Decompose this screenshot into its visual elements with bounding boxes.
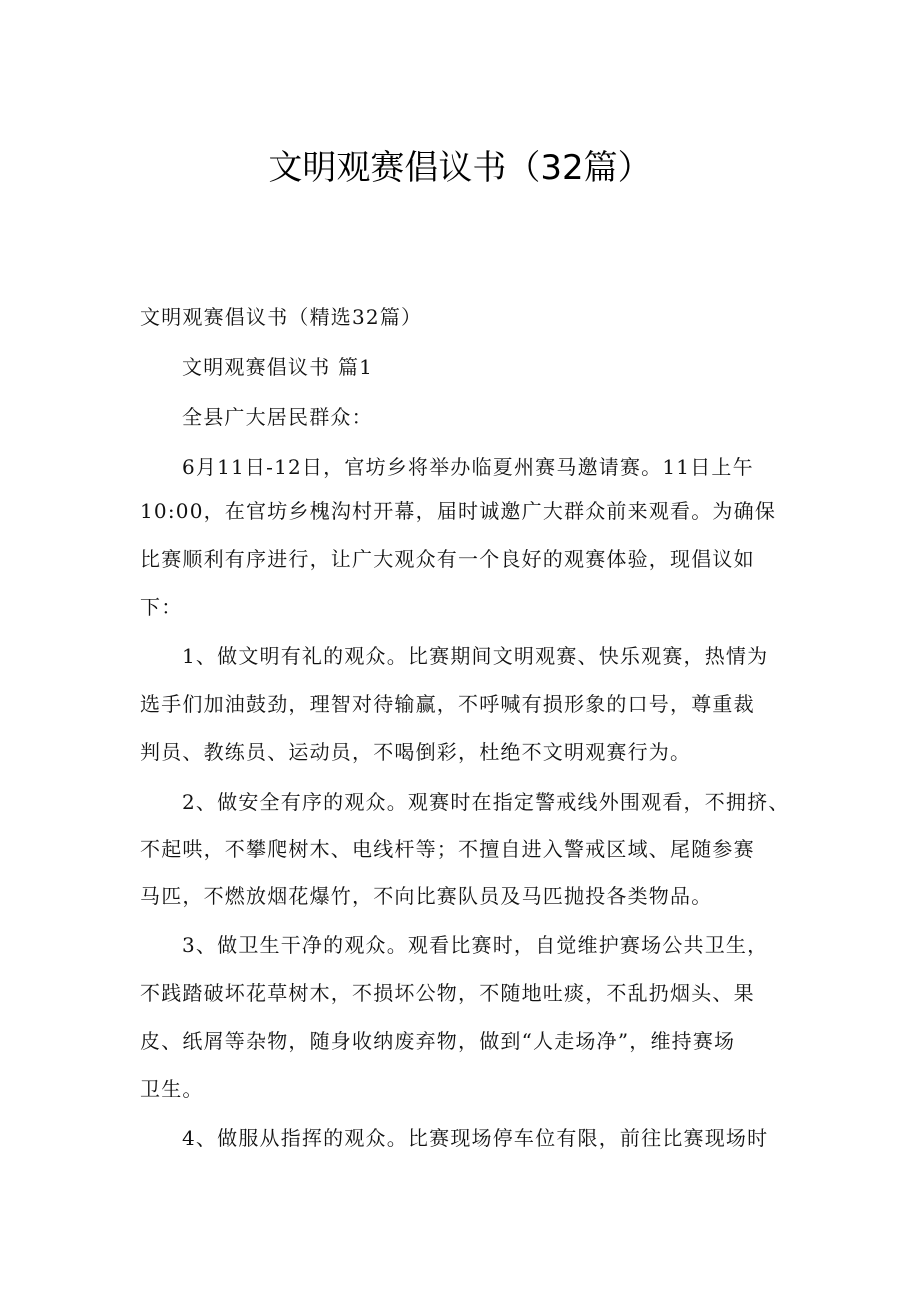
salutation: 全县广大居民群众： [182,405,373,429]
document-subtitle: 文明观赛倡议书（精选32篇） [140,305,423,329]
paragraph-line: 不起哄，不攀爬树木、电线杆等；不擅自进入警戒区域、尾随参赛 [140,837,755,861]
paragraph-line: 10:00，在官坊乡槐沟村开幕，届时诚邀广大群众前来观看。为确保 [140,499,777,523]
paragraph-line: 2、做安全有序的观众。观赛时在指定警戒线外围观看，不拥挤、 [182,790,790,814]
paragraph-line: 卫生。 [140,1077,204,1101]
paragraph-line: 马匹，不燃放烟花爆竹，不向比赛队员及马匹抛投各类物品。 [140,884,713,908]
section-heading: 文明观赛倡议书 篇1 [182,355,374,379]
paragraph-line: 1、做文明有礼的观众。比赛期间文明观赛、快乐观赛，热情为 [182,644,769,668]
paragraph-line: 皮、纸屑等杂物，随身收纳废弃物，做到“人走场净”，维持赛场 [140,1029,736,1053]
paragraph-line: 4、做服从指挥的观众。比赛现场停车位有限，前往比赛现场时 [182,1126,769,1150]
paragraph-line: 6月11日-12日，官坊乡将举办临夏州赛马邀请赛。11日上午 [182,455,754,479]
paragraph-line: 判员、教练员、运动员，不喝倒彩，杜绝不文明观赛行为。 [140,740,692,764]
paragraph-line: 不践踏破坏花草树木，不损坏公物，不随地吐痰，不乱扔烟头、果 [140,981,755,1005]
paragraph-line: 3、做卫生干净的观众。观看比赛时，自觉维护赛场公共卫生， [182,933,769,957]
paragraph-line: 比赛顺利有序进行，让广大观众有一个良好的观赛体验，现倡议如 [140,547,755,571]
document-title: 文明观赛倡议书（32篇） [268,148,652,188]
paragraph-line: 选手们加油鼓劲，理智对待输赢，不呼喊有损形象的口号，尊重裁 [140,692,755,716]
paragraph-line: 下： [140,595,183,619]
